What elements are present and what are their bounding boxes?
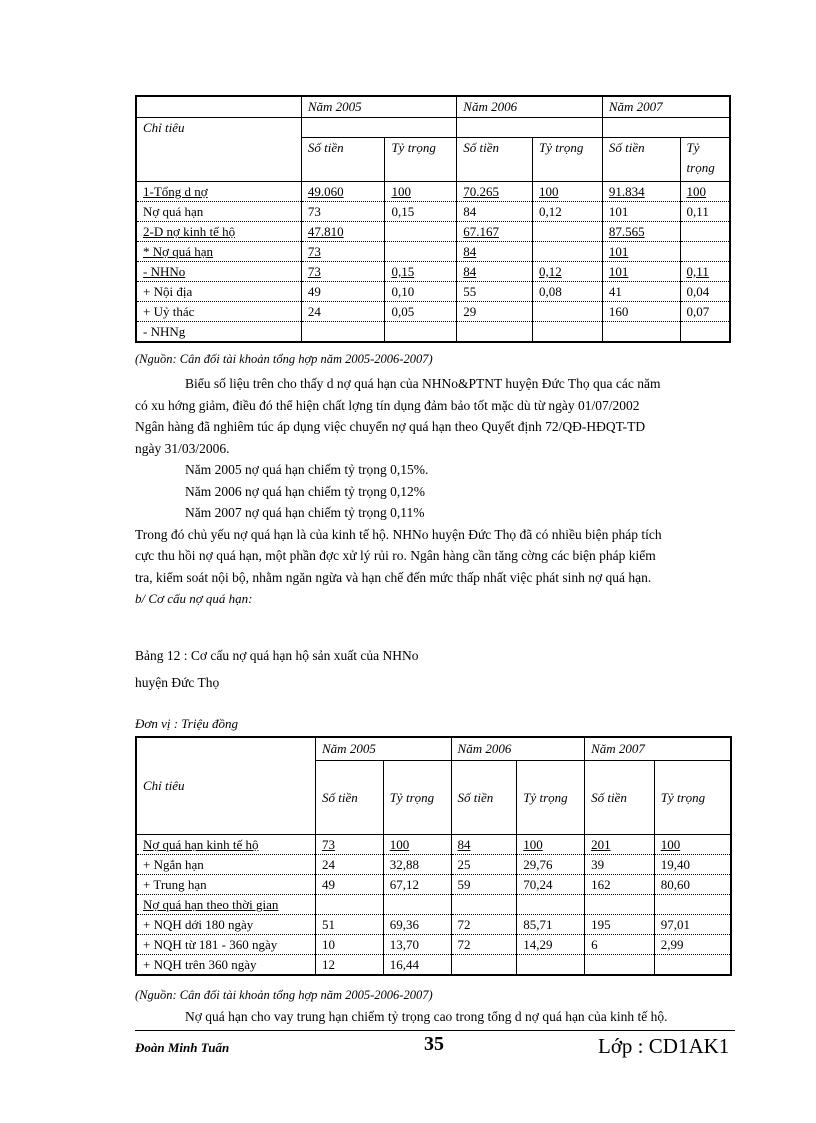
row-label: - NHNg [143, 324, 186, 339]
cell-value: 97,01 [660, 917, 690, 932]
cell-value: 100 [391, 184, 411, 199]
row-label: * Nợ quá hạn [143, 244, 214, 259]
t1-header-label: Chỉ tiêu [136, 118, 301, 182]
cell-value: 73 [307, 264, 321, 279]
text-line: ngày 31/03/2006. [135, 440, 230, 456]
cell-value: 49.060 [307, 184, 344, 199]
table-1 [135, 95, 731, 343]
cell-value: 2,99 [660, 937, 684, 952]
t1-year-2007: Năm 2007 [602, 96, 730, 118]
cell-value: 16,44 [389, 957, 419, 972]
source-note-1: (Nguồn: Cân đối tài khoản tổng hợp năm 2005-2006-2007) [135, 352, 433, 366]
cell-value: 84 [463, 204, 477, 219]
t2-row [136, 935, 731, 955]
cell-value: 69,36 [389, 917, 419, 932]
cell-value: 29 [463, 304, 477, 319]
cell-value: 25 [457, 857, 471, 872]
paragraph-1 [135, 373, 735, 610]
row-label: 2-D nợ kinh tế hộ [143, 224, 236, 239]
cell-value: 0,12 [539, 204, 562, 219]
t1-sub-amount: Số tiền [301, 138, 385, 182]
closing-line: Nợ quá hạn cho vay trung hạn chiếm tỷ trọng cao trong tổng d nợ quá hạn của kinh tế hộ. [185, 1009, 668, 1024]
unit-label: Đơn vị : Triệu đồng [135, 716, 238, 731]
cell-value: 67,12 [389, 877, 419, 892]
cell-value: 101 [608, 204, 629, 219]
row-label: + Ngắn hạn [143, 857, 204, 872]
cell-value: 70.265 [463, 184, 500, 199]
text-line: Năm 2007 nợ quá hạn chiếm tỷ trọng 0,11% [185, 505, 425, 520]
cell-value: 85,71 [523, 917, 553, 932]
cell-value: 0,07 [686, 304, 710, 319]
footer-author: Đoàn Minh Tuấn [135, 1040, 230, 1055]
source-note-2: (Nguồn: Cân đối tài khoản tổng hợp năm 2005-2006-2007) [135, 988, 433, 1002]
cell-value: 100 [523, 837, 543, 852]
cell-value: 162 [591, 877, 611, 892]
t2-row [136, 855, 731, 875]
cell-value: 10 [322, 937, 336, 952]
t2-sub-amount: Số tiền [451, 761, 517, 835]
row-label: Nợ quá hạn kinh tế hộ [143, 837, 259, 852]
cell-value: 87.565 [608, 224, 645, 239]
cell-value: 0,15 [391, 264, 415, 279]
t2-sub-amount: Số tiền [316, 761, 384, 835]
table-2-title-2: huyện Đức Thọ [135, 675, 220, 690]
cell-value: 0,05 [391, 304, 415, 319]
row-label: Nợ quá hạn [143, 204, 204, 219]
t2-sub-share: Tỷ trọng [383, 761, 451, 835]
cell-value: 0,11 [686, 204, 709, 219]
text-line: có xu hớng giảm, điều đó thể hiện chất lợng tín dụng đảm bảo tốt mặc dù từ ngày 01/07/2002 [135, 397, 640, 413]
cell-value: 72 [457, 937, 471, 952]
cell-value: 49 [307, 284, 321, 299]
cell-value: 19,40 [660, 857, 690, 872]
subheading: b/ Cơ cấu nợ quá hạn: [135, 591, 253, 606]
cell-value: 13,70 [389, 937, 419, 952]
t1-sub-share: Tỷ trọng [680, 138, 730, 182]
t1-year-2005: Năm 2005 [301, 96, 456, 118]
cell-value: 84 [463, 244, 477, 259]
cell-value: 29,76 [523, 857, 553, 872]
cell-value: 73 [307, 204, 321, 219]
t1-sub-share: Tỷ trọng [385, 138, 457, 182]
text-line: tra, kiểm soát nội bộ, nhằm ngăn ngừa và hạn chế đến mức thấp nhất việc phát sinh nợ quá hạn. [135, 569, 652, 585]
t1-row [136, 302, 730, 322]
page-number: 35 [424, 1033, 444, 1055]
cell-value: 41 [608, 284, 622, 299]
cell-value: 49 [322, 877, 336, 892]
t1-row [136, 222, 730, 242]
text-line: Năm 2005 nợ quá hạn chiếm tỷ trọng 0,15%. [185, 462, 429, 477]
cell-value: 12 [322, 957, 336, 972]
t2-sub-share: Tỷ trọng [654, 761, 731, 835]
row-label: + NQH từ 181 - 360 ngày [143, 937, 278, 952]
t1-sub-amount: Số tiền [602, 138, 680, 182]
cell-value: 0,04 [686, 284, 710, 299]
t2-sub-amount: Số tiền [585, 761, 655, 835]
row-label: - NHNo [143, 264, 186, 279]
row-label: + Uỷ thác [143, 304, 195, 319]
row-label: + Nội địa [143, 284, 193, 299]
t1-sub-amount: Số tiền [457, 138, 533, 182]
cell-value: 32,88 [389, 857, 419, 872]
cell-value: 100 [660, 837, 681, 852]
text-line: Trong đó chủ yếu nợ quá hạn là của kinh tế hộ. NHNo huyện Đức Thọ đã có nhiều biện pháp tích [135, 526, 662, 542]
t1-row [136, 322, 730, 343]
t1-row [136, 182, 730, 202]
t2-row [136, 835, 731, 855]
cell-value: 91.834 [608, 184, 645, 199]
table-2 [135, 736, 732, 976]
row-label: + NQH trên 360 ngày [143, 957, 257, 972]
cell-value: 55 [463, 284, 477, 299]
t1-row [136, 262, 730, 282]
t2-row [136, 875, 731, 895]
cell-value: 24 [307, 304, 321, 319]
cell-value: 0,15 [391, 204, 415, 219]
t2-row [136, 955, 731, 976]
row-label: + NQH dới 180 ngày [143, 917, 254, 932]
cell-value: 100 [686, 184, 707, 199]
t1-sub-share: Tỷ trọng [533, 138, 603, 182]
t1-row [136, 282, 730, 302]
cell-value: 0,12 [539, 264, 562, 279]
t1-row [136, 242, 730, 262]
t2-header-label: Chỉ tiêu [136, 737, 316, 835]
cell-value: 14,29 [523, 937, 553, 952]
cell-value: 0,08 [539, 284, 562, 299]
text-line: Ngân hàng đã nghiêm túc áp dụng việc chuyển nợ quá hạn theo Quyết định 72/QĐ-HĐQT-TD [135, 419, 646, 434]
cell-value: 201 [591, 837, 611, 852]
t2-sub-share: Tỷ trọng [517, 761, 585, 835]
row-label: + Trung hạn [143, 877, 207, 892]
t2-row [136, 915, 731, 935]
cell-value: 70,24 [523, 877, 553, 892]
cell-value: 0,10 [391, 284, 415, 299]
text-line: Năm 2006 nợ quá hạn chiếm tỷ trọng 0,12% [185, 483, 425, 499]
footer-divider [135, 1030, 735, 1031]
cell-value: 72 [457, 917, 471, 932]
footer-class: Lớp : CD1AK1 [598, 1034, 730, 1058]
cell-value: 84 [457, 837, 471, 852]
t2-year-2005: Năm 2005 [316, 737, 452, 761]
cell-value: 73 [322, 837, 336, 852]
cell-value: 39 [591, 857, 605, 872]
cell-value: 0,11 [686, 264, 709, 279]
t1-year-2006: Năm 2006 [457, 96, 603, 118]
cell-value: 100 [539, 184, 559, 199]
cell-value: 24 [322, 857, 336, 872]
t2-row [136, 895, 731, 915]
cell-value: 67.167 [463, 224, 500, 239]
text-line: Biểu số liệu trên cho thấy d nợ quá hạn của NHNo&PTNT huyện Đức Thọ qua các năm [185, 376, 661, 391]
cell-value: 6 [591, 937, 598, 952]
t2-year-2007: Năm 2007 [585, 737, 731, 761]
cell-value: 73 [307, 244, 321, 259]
cell-value: 160 [608, 304, 629, 319]
cell-value: 100 [389, 837, 410, 852]
cell-value: 84 [463, 264, 477, 279]
cell-value: 47.810 [307, 224, 344, 239]
cell-value: 80,60 [660, 877, 690, 892]
row-label: Nợ quá hạn theo thời gian [143, 897, 279, 912]
text-line: cực thu hồi nợ quá hạn, một phần đợc xử lý rủi ro. Ngân hàng cần tăng cờng các biện pháp kiểm [135, 548, 656, 563]
t1-row [136, 202, 730, 222]
cell-value: 101 [608, 244, 629, 259]
cell-value: 59 [457, 877, 471, 892]
table-2-title: Bảng 12 : Cơ cấu nợ quá hạn hộ sản xuất của NHNo [135, 648, 419, 663]
row-label: 1-Tổng d nợ [143, 184, 208, 199]
cell-value: 101 [608, 264, 629, 279]
cell-value: 195 [591, 917, 611, 932]
cell-value: 51 [322, 917, 336, 932]
t2-year-2006: Năm 2006 [451, 737, 585, 761]
